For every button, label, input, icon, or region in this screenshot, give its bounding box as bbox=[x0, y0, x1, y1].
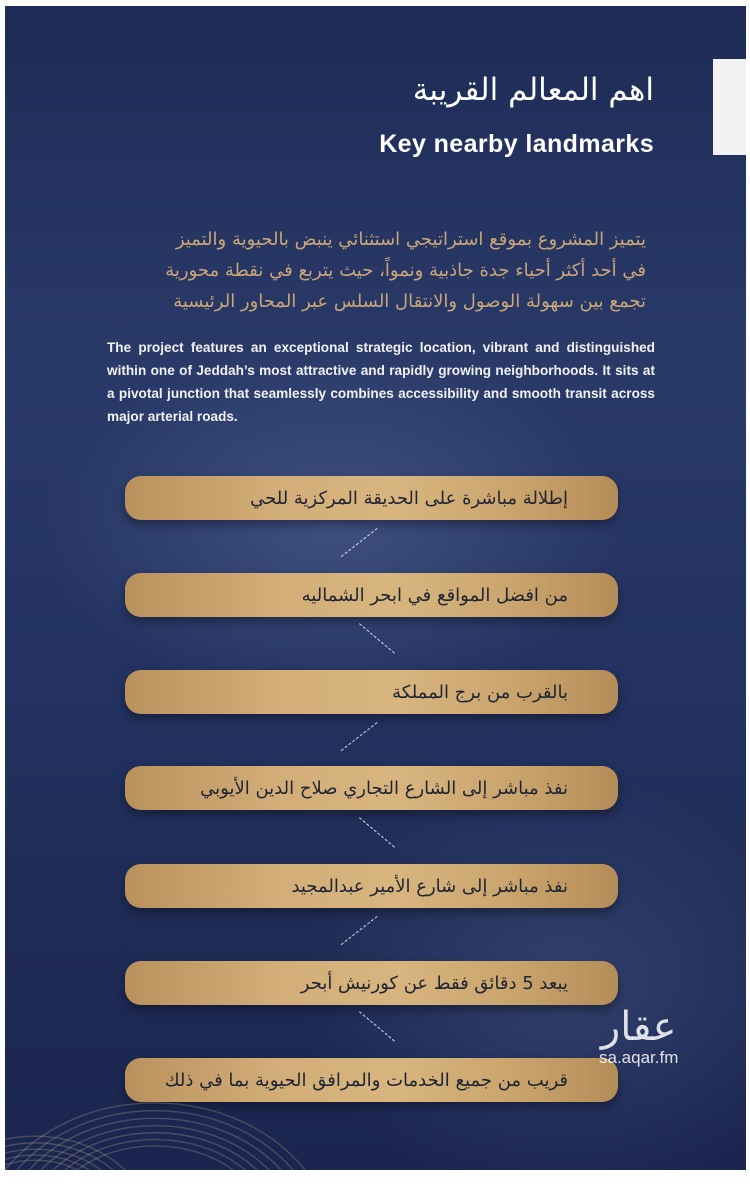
landmark-item bbox=[125, 864, 618, 908]
landmark-item bbox=[125, 476, 618, 520]
decorative-arcs bbox=[5, 986, 305, 1170]
dashed-connector bbox=[359, 623, 395, 653]
dashed-connector bbox=[341, 916, 378, 945]
intro-english: The project features an exceptional strategic location, vibrant and distinguished within one of Jeddah’s most attractive and rapidly growing neighborhoods. It sits at a pivotal junction that seamlessly combines accessibility and smooth transit across major arterial roads. bbox=[107, 340, 655, 424]
corner-tab bbox=[713, 59, 746, 155]
landmark-item bbox=[125, 670, 618, 714]
dashed-connector bbox=[359, 1011, 395, 1041]
landmark-label: من افضل المواقع في ابحر الشماليه bbox=[301, 584, 568, 606]
intro-arabic-line: في أحد أكثر أحياء جدة جاذبية ونمواً، حيث يتربع في نقطة محورية bbox=[165, 260, 646, 281]
landmark-label: نفذ مباشر إلى الشارع التجاري صلاح الدين الأيوبي bbox=[200, 777, 568, 799]
landmark-label: إطلالة مباشرة على الحديقة المركزية للحي bbox=[250, 487, 568, 509]
dashed-connector bbox=[359, 817, 395, 847]
aqar-watermark bbox=[599, 1004, 678, 1068]
aqar-logo-text: عقار bbox=[600, 1004, 677, 1050]
landmark-label: بالقرب من برج المملكة bbox=[392, 681, 568, 703]
title-arabic: اهم المعالم القريبة bbox=[412, 72, 654, 108]
landmark-label: نفذ مباشر إلى شارع الأمير عبدالمجيد bbox=[291, 875, 568, 897]
dashed-connector bbox=[341, 528, 378, 557]
landmark-label: قريب من جميع الخدمات والمرافق الحيوية بما في ذلك bbox=[164, 1069, 568, 1091]
dashed-connector bbox=[341, 722, 378, 751]
landmark-item bbox=[125, 573, 618, 617]
landmark-label: يبعد 5 دقائق فقط عن كورنيش أبحر bbox=[300, 972, 568, 994]
intro-arabic-line: يتميز المشروع بموقع استراتيجي استثنائي ينبض بالحيوية والتميز bbox=[175, 229, 646, 250]
intro-arabic-line: تجمع بين سهولة الوصول والانتقال السلس عبر المحاور الرئيسية bbox=[173, 291, 646, 312]
poster bbox=[5, 6, 746, 1170]
title-english: Key nearby landmarks bbox=[379, 130, 654, 158]
landmark-item bbox=[125, 766, 618, 810]
aqar-site-url: sa.aqar.fm bbox=[599, 1048, 679, 1067]
intro-arabic bbox=[86, 224, 646, 317]
